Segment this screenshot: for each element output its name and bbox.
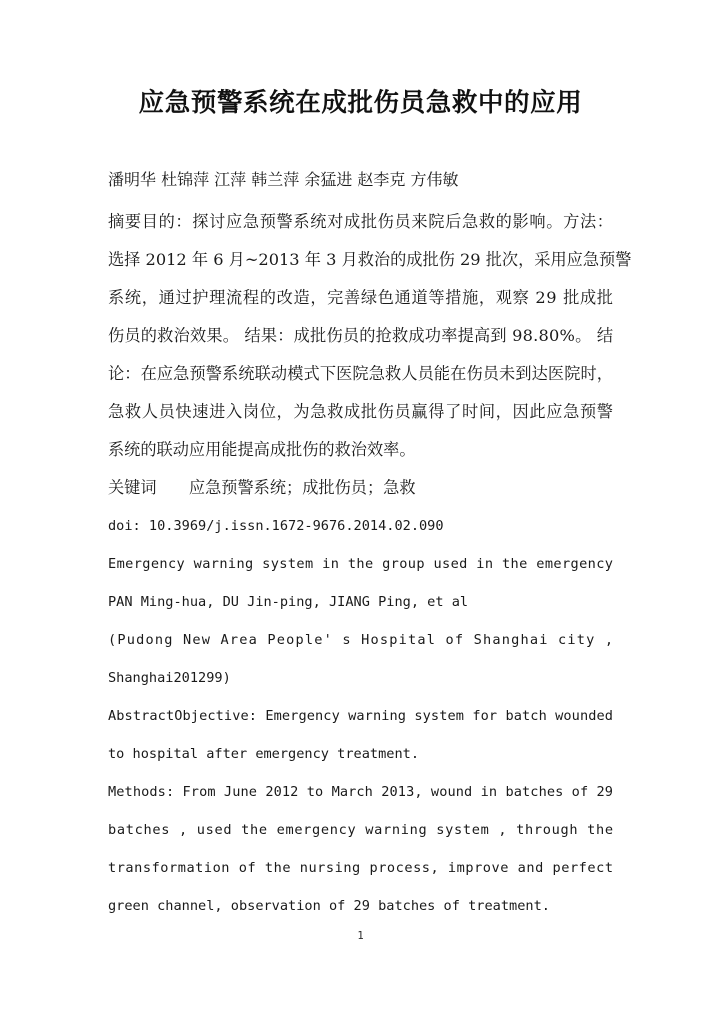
doi-line: doi: 10.3969/j.issn.1672-9676.2014.02.090 xyxy=(108,517,444,534)
english-abstract-line: to hospital after emergency treatment. xyxy=(108,745,419,762)
keywords-line: 关键词 应急预警系统；成批伤员；急救 xyxy=(108,477,416,497)
english-title xyxy=(108,545,613,583)
english-abstract-line xyxy=(108,697,613,735)
page-number: 1 xyxy=(357,930,364,942)
english-abstract-text: AbstractObjective: Emergency warning system for batch wounded xyxy=(108,707,614,724)
abstract-line-text: 系统，通过护理流程的改造，完善绿色通道等措施，观察 29 批成批 xyxy=(108,287,614,307)
abstract-line-text: 伤员的救治效果。 结果：成批伤员的抢救成功率提高到 98.80%。 结 xyxy=(108,325,614,345)
english-abstract-line xyxy=(108,811,613,849)
affiliation-line-1 xyxy=(108,621,613,659)
abstract-chinese xyxy=(108,199,632,469)
abstract-line-text: 急救人员快速进入岗位，为急救成批伤员赢得了时间，因此应急预警 xyxy=(108,401,614,421)
affiliation-line-2: Shanghai201299) xyxy=(108,669,231,686)
english-abstract-line xyxy=(108,773,613,811)
abstract-line-text: 论：在应急预警系统联动模式下医院急救人员能在伤员未到达医院时， xyxy=(108,363,614,383)
authors-chinese: 潘明华 杜锦萍 江萍 韩兰萍 余猛进 赵李克 方伟敏 xyxy=(108,169,459,189)
abstract-line xyxy=(108,355,613,393)
english-abstract-text: batches , used the emergency warning system , through the xyxy=(108,821,614,838)
abstract-line xyxy=(108,279,613,317)
english-abstract-text: transformation of the nursing process, improve and perfect xyxy=(108,859,614,876)
abstract-line-text: 摘要目的：探讨应急预警系统对成批伤员来院后急救的影响。方法： xyxy=(108,211,614,231)
english-title-text: Emergency warning system in the group used in the emergency xyxy=(108,555,614,572)
page-content xyxy=(108,0,632,925)
abstract-line: 系统的联动应用能提高成批伤的救治效率。 xyxy=(108,439,416,459)
page-title: 应急预警系统在成批伤员急救中的应用 xyxy=(138,88,583,118)
english-abstract-line: green channel, observation of 29 batches of treatment. xyxy=(108,897,550,914)
abstract-line xyxy=(108,203,613,241)
english-abstract-text: Methods: From June 2012 to March 2013, wound in batches of 29 xyxy=(108,783,614,800)
abstract-line xyxy=(108,317,613,355)
abstract-line-text: 选择 2012 年 6 月~2013 年 3 月救治的成批伤 29 批次，采用应急预警 xyxy=(108,249,632,269)
abstract-line xyxy=(108,393,613,431)
authors-english: PAN Ming-hua, DU Jin-ping, JIANG Ping, et al xyxy=(108,593,469,610)
affiliation-text: (Pudong New Area People' s Hospital of Shanghai city , xyxy=(108,631,615,648)
abstract-line xyxy=(108,241,632,279)
english-abstract-line xyxy=(108,849,613,887)
